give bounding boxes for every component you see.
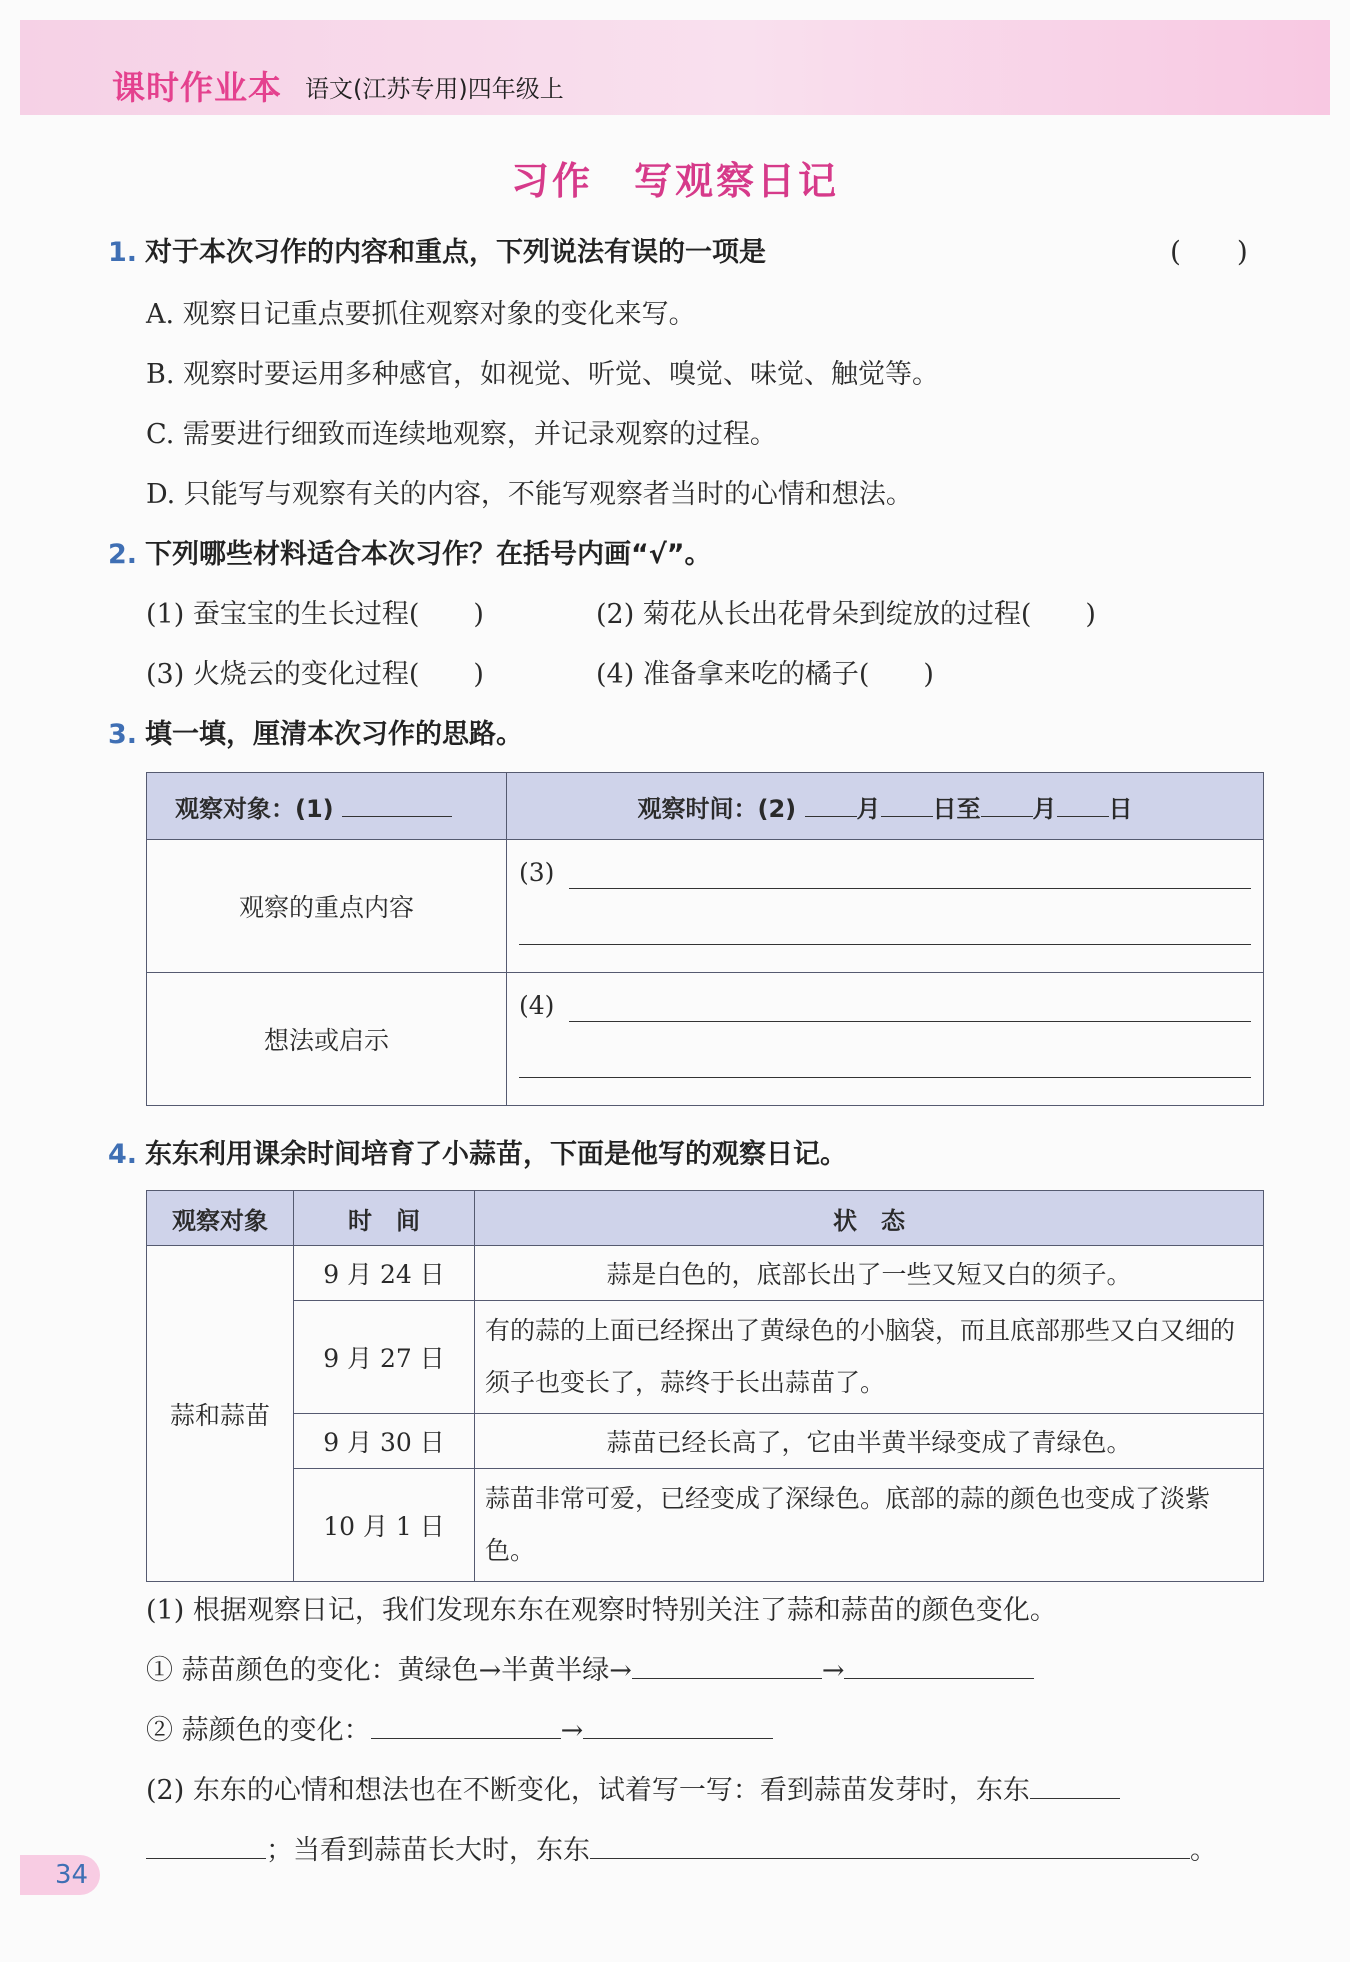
- q2-item-3[interactable]: (3) 火烧云的变化过程( ): [146, 659, 484, 690]
- state-cell: 蒜是白色的，底部长出了一些又短又白的须子。: [475, 1246, 1264, 1301]
- sub-question-2-cont: [146, 1828, 1217, 1867]
- day-label: 日至: [932, 794, 981, 823]
- sub-question-1b: [146, 1708, 773, 1747]
- month-label: 月: [1032, 794, 1057, 823]
- object-blank[interactable]: [342, 816, 452, 817]
- subject-label: 语文(江苏专用)四年级上: [305, 75, 564, 103]
- sub-question-1: (1) 根据观察日记，我们发现东东在观察时特别关注了蒜和蒜苗的颜色变化。: [146, 1595, 1057, 1626]
- option-a: A. 观察日记重点要抓住观察对象的变化来写。: [146, 299, 696, 330]
- time-cell: 9 月 27 日: [294, 1301, 475, 1414]
- mood-blank-2[interactable]: [590, 1858, 1190, 1859]
- row-label-thoughts: 想法或启示: [147, 973, 507, 1106]
- question-number: 3.: [108, 719, 138, 750]
- day-blank-1[interactable]: [881, 816, 933, 817]
- time-cell: 9 月 24 日: [294, 1246, 475, 1301]
- question-number: 2.: [108, 539, 138, 570]
- arrow: →: [560, 1715, 584, 1746]
- question-3: [108, 712, 523, 751]
- header-state: 状 态: [475, 1191, 1264, 1246]
- mood-prompt-1: (2) 东东的心情和想法也在不断变化，试着写一写：看到蒜苗发芽时，东东: [146, 1775, 1030, 1806]
- question-text: 下列哪些材料适合本次习作？在括号内画“√”。: [145, 539, 712, 570]
- header-time: 时 间: [294, 1191, 475, 1246]
- brand-title: 课时作业本: [112, 68, 282, 107]
- q2-item-1[interactable]: (1) 蚕宝宝的生长过程( ): [146, 599, 484, 630]
- object-header: [147, 773, 507, 840]
- page-number: 34: [55, 1860, 89, 1890]
- question-number: 4.: [108, 1139, 138, 1170]
- seedling-color-prompt: ① 蒜苗颜色的变化：黄绿色→半黄半绿→: [146, 1655, 632, 1686]
- object-cell: 蒜和蒜苗: [147, 1246, 294, 1582]
- time-cell: 9 月 30 日: [294, 1414, 475, 1469]
- time-cell: 10 月 1 日: [294, 1469, 475, 1582]
- mood-blank-1-cont[interactable]: [146, 1858, 266, 1859]
- month-blank-2[interactable]: [981, 816, 1033, 817]
- option-d: D. 只能写与观察有关的内容，不能写观察者当时的心情和想法。: [146, 479, 913, 510]
- state-cell: 有的蒜的上面已经探出了黄绿色的小脑袋，而且底部那些又白又细的须子也变长了，蒜终于长出蒜苗了。: [475, 1301, 1264, 1414]
- key-content-answer[interactable]: [507, 840, 1264, 973]
- answer-line[interactable]: [519, 1077, 1251, 1078]
- state-cell: 蒜苗已经长高了，它由半黄半绿变成了青绿色。: [475, 1414, 1264, 1469]
- option-c: C. 需要进行细致而连续地观察，并记录观察的过程。: [146, 419, 777, 450]
- garlic-color-blank-2[interactable]: [583, 1738, 773, 1739]
- month-label: 月: [856, 794, 881, 823]
- month-blank-1[interactable]: [805, 816, 857, 817]
- answer-line[interactable]: [519, 944, 1251, 945]
- day-blank-2[interactable]: [1057, 816, 1109, 817]
- page-title: 习作 写观察日记: [510, 159, 839, 203]
- object-label: 观察对象：(1): [175, 794, 334, 823]
- q2-item-2[interactable]: (2) 菊花从长出花骨朵到绽放的过程( ): [596, 599, 1096, 630]
- time-header: [507, 773, 1264, 840]
- diary-table: [146, 1190, 1264, 1582]
- question-number: 1.: [108, 237, 138, 268]
- answer-line[interactable]: [569, 1021, 1251, 1022]
- question-text: 东东利用课余时间培育了小蒜苗，下面是他写的观察日记。: [145, 1139, 848, 1170]
- row-label-key-content: 观察的重点内容: [147, 840, 507, 973]
- sub-question-2: [146, 1768, 1120, 1807]
- garlic-color-prompt: ② 蒜颜色的变化：: [146, 1715, 371, 1746]
- marker-4: (4): [519, 991, 555, 1020]
- sub-question-1a: [146, 1648, 1034, 1687]
- seedling-color-blank-1[interactable]: [632, 1678, 822, 1679]
- q2-item-4[interactable]: (4) 准备拿来吃的橘子( ): [596, 659, 934, 690]
- garlic-color-blank-1[interactable]: [371, 1738, 561, 1739]
- thinking-table: [146, 772, 1264, 1106]
- question-text: 对于本次习作的内容和重点，下列说法有误的一项是: [145, 237, 767, 268]
- header-object: 观察对象: [147, 1191, 294, 1246]
- thoughts-answer[interactable]: [507, 973, 1264, 1106]
- day-end-label: 日: [1108, 794, 1133, 823]
- question-4: [108, 1132, 847, 1171]
- marker-3: (3): [519, 858, 555, 887]
- mood-prompt-2: ；当看到蒜苗长大时，东东: [266, 1835, 590, 1866]
- time-label: 观察时间：(2): [637, 794, 797, 823]
- question-1: [108, 230, 766, 269]
- answer-paren[interactable]: ( ): [1170, 235, 1248, 268]
- mood-blank-1[interactable]: [1030, 1798, 1120, 1799]
- option-b: B. 观察时要运用多种感官，如视觉、听觉、嗅觉、味觉、触觉等。: [146, 359, 940, 390]
- seedling-color-blank-2[interactable]: [844, 1678, 1034, 1679]
- answer-line[interactable]: [569, 888, 1251, 889]
- state-cell: 蒜苗非常可爱，已经变成了深绿色。底部的蒜的颜色也变成了淡紫色。: [475, 1469, 1264, 1582]
- arrow: →: [821, 1655, 845, 1686]
- period: 。: [1190, 1835, 1217, 1866]
- question-text: 填一填，厘清本次习作的思路。: [145, 719, 524, 750]
- question-2: [108, 532, 712, 571]
